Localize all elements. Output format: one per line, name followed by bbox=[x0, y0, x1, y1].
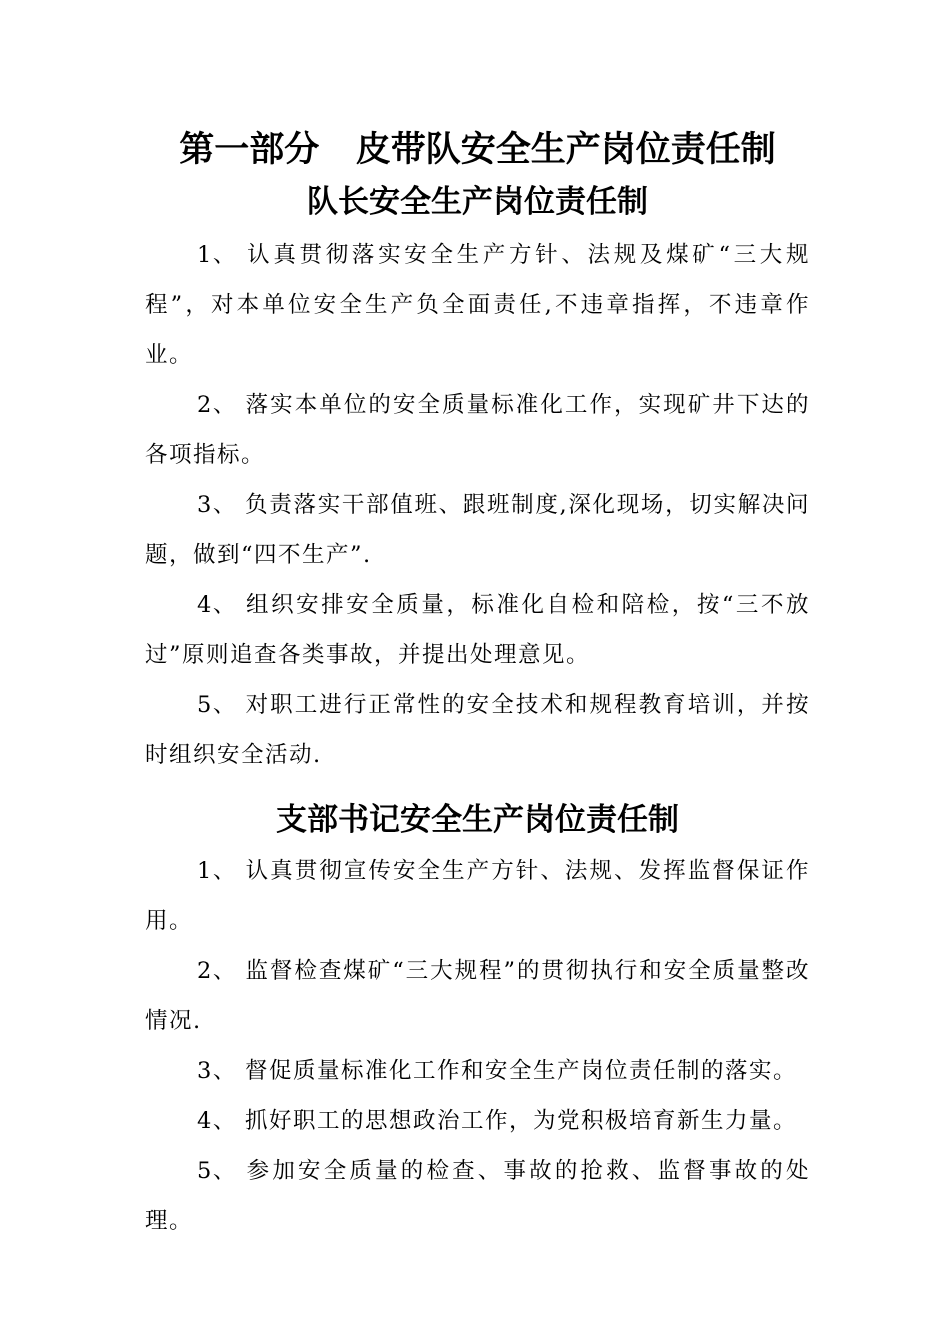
list-item bbox=[145, 230, 810, 380]
list-item bbox=[145, 480, 810, 580]
item-number: 1、 bbox=[197, 242, 237, 268]
list-item bbox=[145, 580, 810, 680]
list-item bbox=[145, 946, 810, 1046]
item-number: 5、 bbox=[197, 1158, 237, 1184]
item-text: 认真贯彻宣传安全生产方针、法规、发挥监督保证作用。 bbox=[145, 858, 810, 934]
item-number: 4、 bbox=[197, 592, 237, 618]
list-item bbox=[145, 1046, 810, 1096]
list-item bbox=[145, 380, 810, 480]
item-text: 落实本单位的安全质量标准化工作，实现矿井下达的各项指标。 bbox=[145, 392, 810, 468]
list-item bbox=[145, 846, 810, 946]
item-number: 3、 bbox=[197, 1058, 237, 1084]
document-page bbox=[145, 120, 810, 1246]
main-title: 第一部分 皮带队安全生产岗位责任制 bbox=[179, 129, 776, 170]
section-heading-branch-secretary: 支部书记安全生产岗位责任制 bbox=[276, 802, 679, 838]
section-heading-team-leader: 队长安全生产岗位责任制 bbox=[307, 184, 648, 220]
item-text: 组织安排安全质量，标准化自检和陪检，按“三不放过”原则追查各类事故，并提出处理意见。 bbox=[145, 592, 810, 668]
item-text: 抓好职工的思想政治工作，为党积极培育新生力量。 bbox=[245, 1108, 798, 1134]
item-number: 2、 bbox=[197, 958, 237, 984]
item-number: 4、 bbox=[197, 1108, 237, 1134]
list-item bbox=[145, 1146, 810, 1246]
item-number: 5、 bbox=[197, 692, 237, 718]
item-text: 对职工进行正常性的安全技术和规程教育培训，并按时组织安全活动. bbox=[145, 692, 810, 768]
list-item bbox=[145, 1096, 810, 1146]
item-text: 认真贯彻落实安全生产方针、法规及煤矿“三大规程”，对本单位安全生产负全面责任,不违章指挥，不违章作业。 bbox=[145, 242, 810, 368]
item-text: 监督检查煤矿“三大规程”的贯彻执行和安全质量整改情况. bbox=[145, 958, 810, 1034]
item-text: 负责落实干部值班、跟班制度,深化现场，切实解决问题，做到“四不生产”. bbox=[145, 492, 810, 568]
list-item bbox=[145, 680, 810, 780]
item-number: 2、 bbox=[197, 392, 237, 418]
item-text: 督促质量标准化工作和安全生产岗位责任制的落实。 bbox=[245, 1058, 798, 1084]
item-number: 1、 bbox=[197, 858, 237, 884]
item-number: 3、 bbox=[197, 492, 237, 518]
item-text: 参加安全质量的检查、事故的抢救、监督事故的处理。 bbox=[145, 1158, 810, 1234]
